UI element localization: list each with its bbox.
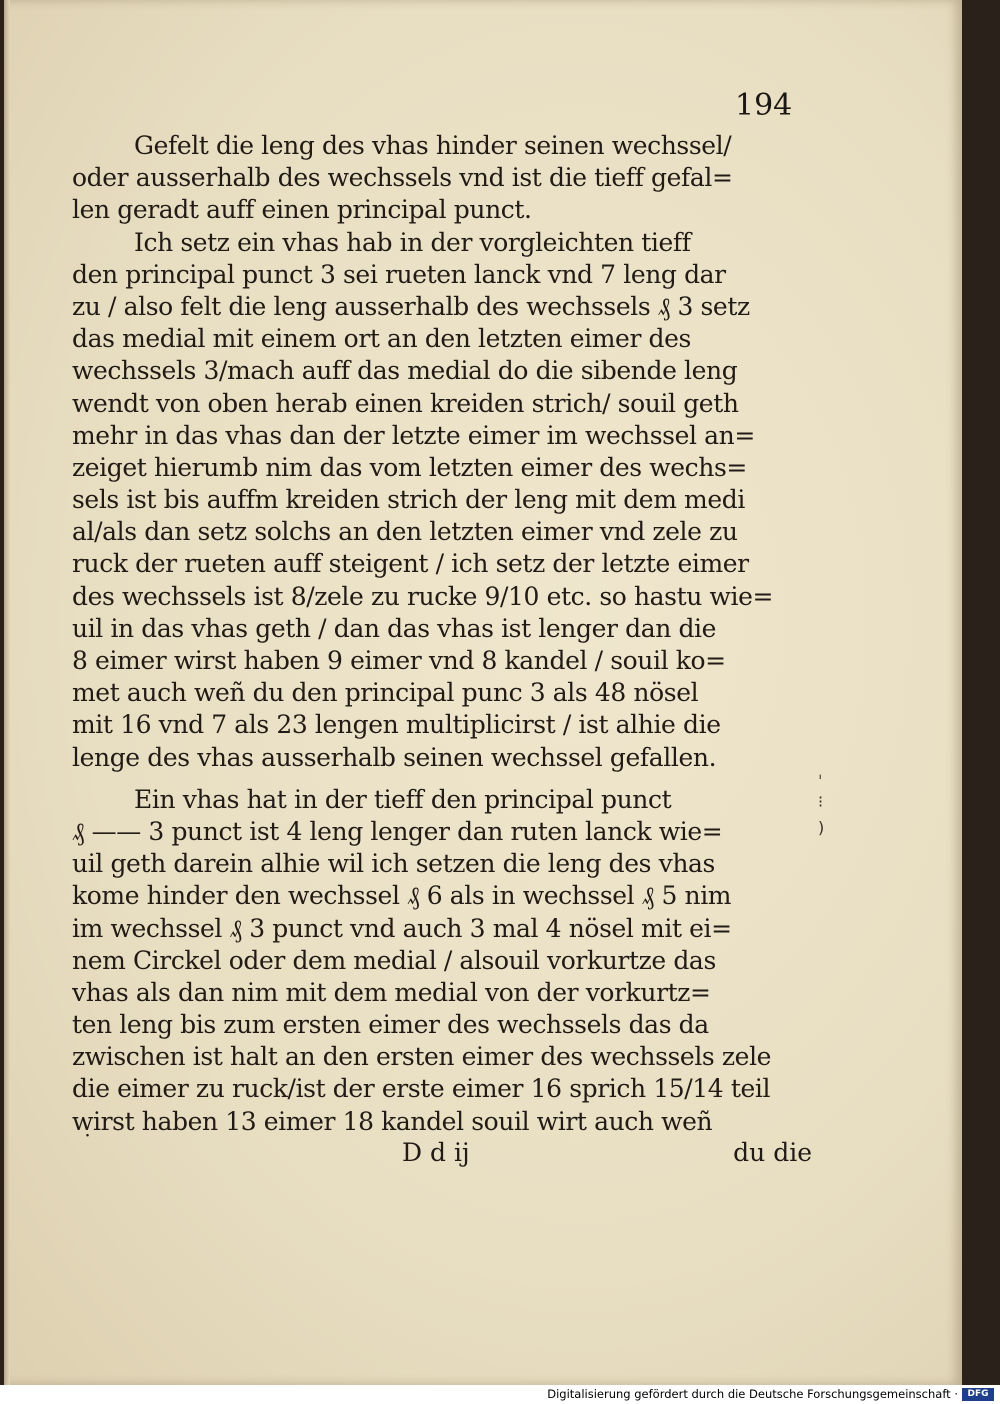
margin-mark: ˈ bbox=[818, 772, 823, 791]
page-text-block bbox=[72, 130, 812, 1138]
paragraph-gap bbox=[72, 774, 812, 784]
page-number: 194 bbox=[735, 88, 793, 123]
text-line: wendt von oben herab einen kreiden strich/ souil geth bbox=[72, 388, 739, 418]
margin-mark: ⁝ bbox=[818, 792, 824, 811]
signature-mark: D d ij bbox=[402, 1138, 470, 1167]
text-line: met auch weñ du den principal punc 3 als 48 nösel bbox=[72, 678, 699, 708]
catchword: du die bbox=[733, 1138, 812, 1167]
margin-mark: ) bbox=[818, 818, 825, 837]
text-line: nem Circkel oder dem medial / alsouil vorkurtze das bbox=[72, 945, 716, 975]
credit-bar bbox=[0, 1385, 1000, 1404]
text-line: ten leng bis zum ersten eimer des wechssels das da bbox=[72, 1010, 709, 1040]
text-line: des wechssels ist 8/zele zu rucke 9/10 etc. so hastu wie= bbox=[72, 581, 774, 611]
text-line: ruck der rueten auff steigent / ich setz der letzte eimer bbox=[72, 549, 749, 579]
text-line: vhas als dan nim mit dem medial von der vorkurtz= bbox=[72, 977, 711, 1007]
text-line: ₰ —— 3 punct ist 4 leng lenger dan ruten lanck wie= bbox=[72, 816, 723, 846]
text-line: al/als dan setz solchs an den letzten eimer vnd zele zu bbox=[72, 517, 738, 547]
text-line: wirst haben 13 eimer 18 kandel souil wirt auch weñ bbox=[72, 1106, 713, 1136]
text-line: das medial mit einem ort an den letzten eimer des bbox=[72, 324, 691, 354]
text-line: zeiget hierumb nim das vom letzten eimer des wechs= bbox=[72, 452, 747, 482]
text-line: Ein vhas hat in der tieff den principal punct bbox=[134, 784, 672, 814]
text-line: 8 eimer wirst haben 9 eimer vnd 8 kandel / souil ko= bbox=[72, 646, 726, 675]
text-line: Ich setz ein vhas hab in der vorgleichten tieff bbox=[134, 227, 691, 257]
text-line: uil in das vhas geth / dan das vhas ist lenger dan die bbox=[72, 613, 717, 643]
text-line: zu / also felt die leng ausserhalb des wechssels ₰ 3 setz bbox=[72, 291, 750, 321]
dfg-logo: DFG bbox=[962, 1388, 994, 1401]
text-line: oder ausserhalb des wechssels vnd ist die tieff gefal= bbox=[72, 163, 733, 193]
text-line: len geradt auff einen principal punct. bbox=[72, 195, 532, 225]
text-line: sels ist bis auffm kreiden strich der leng mit dem medi bbox=[72, 485, 745, 515]
text-line: zwischen ist halt an den ersten eimer des wechssels zele bbox=[72, 1042, 772, 1072]
funding-credit: Digitalisierung gefördert durch die Deutsche Forschungsgemeinschaft · bbox=[547, 1387, 958, 1401]
ink-dot: ˙ bbox=[82, 1132, 93, 1157]
text-line: kome hinder den wechssel ₰ 6 als in wechssel ₰ 5 nim bbox=[72, 881, 732, 911]
text-line: uil geth darein alhie wil ich setzen die leng des vhas bbox=[72, 849, 715, 879]
text-line: mit 16 vnd 7 als 23 lengen multiplicirst / ist alhie die bbox=[72, 710, 721, 740]
text-line: mehr in das vhas dan der letzte eimer im wechssel an= bbox=[72, 420, 755, 450]
text-line: im wechssel ₰ 3 punct vnd auch 3 mal 4 nösel mit ei= bbox=[72, 913, 732, 943]
page-footer bbox=[72, 1132, 812, 1174]
text-line: Gefelt die leng des vhas hinder seinen wechssel/ bbox=[134, 131, 732, 160]
text-line: lenge des vhas ausserhalb seinen wechssel gefallen. bbox=[72, 742, 717, 772]
text-line: den principal punct 3 sei rueten lanck vnd 7 leng dar bbox=[72, 259, 726, 289]
text-line: wechssels 3/mach auff das medial do die sibende leng bbox=[72, 356, 738, 386]
text-line: die eimer zu ruck/ist der erste eimer 16 sprich 15/14 teil bbox=[72, 1074, 771, 1104]
page-gutter-edge bbox=[4, 0, 10, 1385]
